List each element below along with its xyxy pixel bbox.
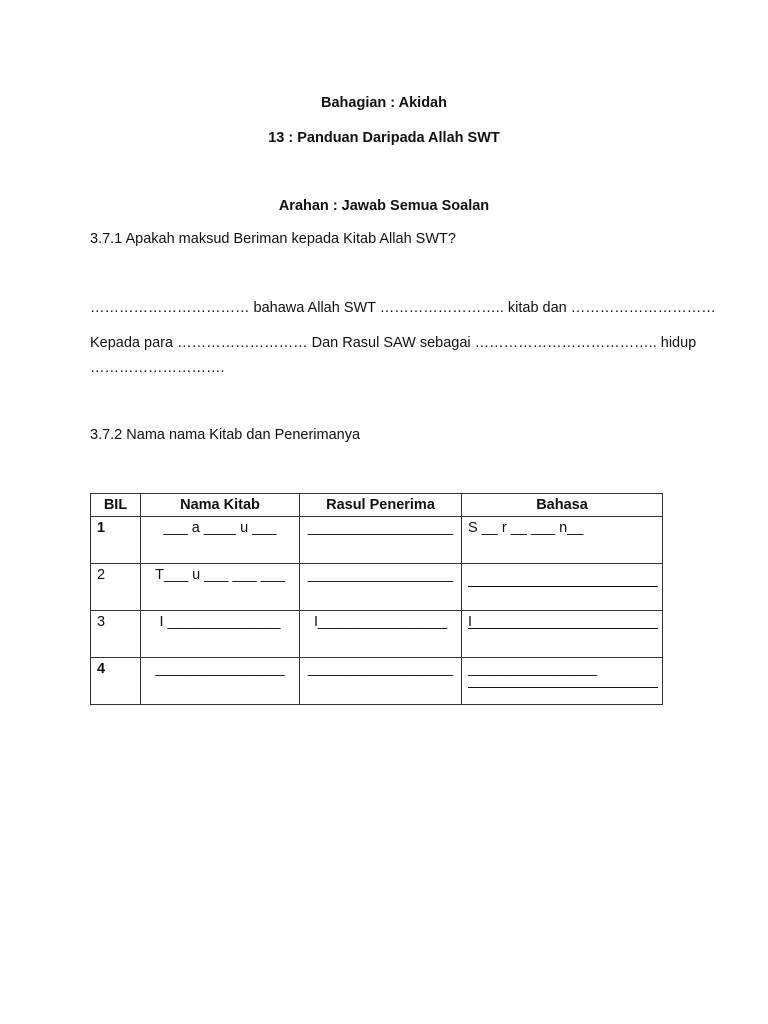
- table-row: [91, 658, 663, 705]
- bahasa-cell[interactable]: [462, 517, 663, 564]
- bahasa-answer-line: [468, 687, 658, 688]
- kitab-blank: ___ a ____ u ___: [163, 520, 277, 536]
- kitab-cell[interactable]: [141, 564, 300, 611]
- rasul-blank: __________________: [307, 567, 454, 583]
- table-header-row: [91, 494, 663, 517]
- answer-1-line-1: …………………………… bahawa Allah SWT …………………….. kitab dan …………………………: [90, 300, 716, 316]
- bil-value: 2: [97, 567, 106, 583]
- bil-value: 3: [97, 614, 106, 630]
- kitab-blank: T___ u ___ ___ ___: [155, 567, 285, 583]
- header-rasul-penerima: Rasul Penerima: [300, 494, 462, 517]
- bil-cell: [91, 517, 141, 564]
- rasul-cell[interactable]: [300, 517, 462, 564]
- kitab-cell[interactable]: [141, 611, 300, 658]
- kitab-blank: ________________: [155, 661, 285, 677]
- header-nama-kitab: Nama Kitab: [141, 494, 300, 517]
- bahasa-cell[interactable]: [462, 564, 663, 611]
- rasul-cell[interactable]: [300, 658, 462, 705]
- rasul-cell[interactable]: [300, 611, 462, 658]
- table-row: [91, 611, 663, 658]
- bil-value: 4: [97, 661, 106, 677]
- table-row: [91, 517, 663, 564]
- kitab-table: [90, 493, 663, 705]
- bahasa-blank: ________________: [468, 661, 598, 677]
- kitab-cell[interactable]: [141, 517, 300, 564]
- rasul-blank: __________________: [307, 661, 454, 677]
- rasul-blank: __________________: [307, 520, 454, 536]
- table-row: [91, 564, 663, 611]
- header-bil: BIL: [91, 494, 141, 517]
- instruction-text: Arahan : Jawab Semua Soalan: [278, 198, 490, 214]
- question-1: 3.7.1 Apakah maksud Beriman kepada Kitab Allah SWT?: [90, 231, 456, 247]
- answer-1-line-2: Kepada para ……………………… Dan Rasul SAW sebagai ……………………………….. hidup: [90, 335, 697, 351]
- rasul-blank: I________________: [313, 614, 448, 630]
- header-bahasa: Bahasa: [462, 494, 663, 517]
- bil-value: 1: [97, 520, 106, 536]
- question-2: 3.7.2 Nama nama Kitab dan Penerimanya: [90, 427, 361, 443]
- bahasa-cell[interactable]: [462, 611, 663, 658]
- bahasa-cell[interactable]: [462, 658, 663, 705]
- bil-cell: [91, 658, 141, 705]
- bil-cell: [91, 564, 141, 611]
- bahasa-blank: S __ r __ ___ n__: [468, 520, 584, 536]
- topic-title: 13 : Panduan Daripada Allah SWT: [268, 130, 500, 146]
- bahasa-blank: I: [468, 614, 473, 630]
- section-title: Bahagian : Akidah: [321, 95, 447, 111]
- bil-cell: [91, 611, 141, 658]
- kitab-blank: I ______________: [159, 614, 281, 630]
- rasul-cell[interactable]: [300, 564, 462, 611]
- bahasa-answer-line: [468, 628, 658, 629]
- bahasa-answer-line: [468, 586, 658, 587]
- answer-1-line-3: ……………………….: [90, 360, 225, 376]
- kitab-cell[interactable]: [141, 658, 300, 705]
